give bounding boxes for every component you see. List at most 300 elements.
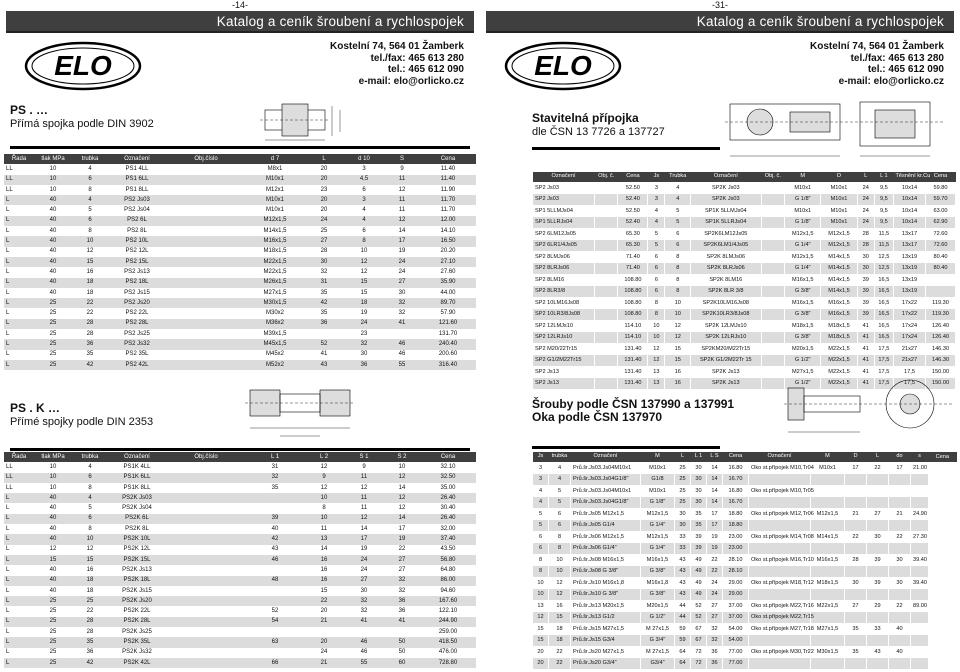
table-cell: 146.30	[926, 355, 956, 367]
table-cell	[749, 497, 811, 509]
table-cell: 20	[320, 165, 328, 172]
table-cell	[166, 319, 246, 329]
table-cell: M10x1	[785, 182, 821, 194]
table-cell: 108.80	[618, 274, 648, 286]
table-cell: 28	[72, 617, 108, 627]
table-cell: Prů.šr.Js15 G3/4	[571, 635, 641, 647]
table-cell: 10	[72, 534, 108, 544]
table-row	[533, 297, 956, 309]
table-cell	[811, 485, 845, 497]
table-cell: 30	[304, 257, 344, 267]
table-cell: 25	[320, 227, 328, 234]
table-row	[4, 627, 476, 637]
table-cell: 40	[34, 216, 72, 226]
table-cell: M14x1,5	[821, 286, 857, 298]
table-cell: 17,5	[874, 378, 893, 390]
table-cell: 11	[344, 473, 384, 483]
table-row	[4, 596, 476, 606]
table-cell: 18	[72, 278, 108, 288]
column-header: L	[857, 172, 874, 182]
table-cell: 32	[384, 298, 420, 308]
table-cell: 14	[360, 525, 368, 532]
table-cell: SP2 Js03	[533, 194, 595, 206]
table-cell: 10x14	[893, 205, 925, 217]
table-row	[533, 646, 957, 658]
table-cell: PS2K 28L	[108, 617, 166, 627]
table-cell: 3	[344, 195, 384, 205]
table-cell: 19	[384, 534, 420, 544]
table-cell: 17	[707, 520, 723, 532]
table-cell: SP2K10LR3/8Js08	[691, 309, 762, 321]
table-cell: M10x1	[821, 205, 857, 217]
table-cell: Prů.šr.Js13 G1/2	[571, 612, 641, 624]
table-cell: M10x1	[246, 175, 304, 185]
table-cell: 6	[72, 216, 108, 226]
table-cell: 17x24	[893, 332, 925, 344]
table-cell	[594, 240, 618, 252]
table-cell: 35	[845, 623, 867, 635]
table-cell	[594, 343, 618, 355]
table-row	[533, 263, 956, 275]
table-cell: G 3/8"	[785, 309, 821, 321]
table-cell: SP2 Js13	[533, 378, 595, 390]
table-cell	[384, 627, 420, 637]
table-cell: 10x14	[893, 194, 925, 206]
straight-union-drawing	[240, 370, 360, 446]
table-cell: 24	[857, 182, 874, 194]
section-rule	[532, 147, 720, 150]
table-cell: 8	[648, 309, 665, 321]
table-cell: SP2 8LRJs06	[533, 263, 595, 275]
table-cell: 33	[867, 623, 889, 635]
table-cell: PS2K 42L	[108, 658, 166, 668]
table-cell	[889, 543, 911, 555]
table-row	[4, 288, 476, 298]
table-cell	[845, 566, 867, 578]
table-cell: 48	[246, 576, 304, 586]
table-cell: 72.60	[926, 228, 956, 240]
table-cell: L	[6, 649, 10, 656]
table-cell	[246, 586, 304, 596]
table-cell	[911, 497, 929, 509]
table-cell: 30	[857, 251, 874, 263]
table-cell: SP2K 12LMJs10	[691, 320, 762, 332]
table-cell	[889, 485, 911, 497]
table-cell: 15	[34, 555, 72, 565]
table-row	[533, 274, 956, 286]
table-cell: 126.40	[926, 320, 956, 332]
adjustable-fitting-drawing	[720, 92, 950, 168]
table-cell: G 1/4"	[641, 543, 675, 555]
table-cell: PS2 Js15	[124, 289, 150, 296]
table-cell: 24	[857, 194, 874, 206]
table-cell	[889, 520, 911, 532]
table-cell: L	[4, 514, 34, 524]
table-row	[533, 217, 956, 229]
table-cell: 17	[344, 534, 384, 544]
table-cell: PS2K 12L	[123, 546, 151, 553]
table-cell: 35	[72, 637, 108, 647]
section-rule	[10, 448, 470, 451]
table-cell: 25	[49, 608, 57, 615]
table-cell: 37.40	[420, 534, 476, 544]
table-cell	[304, 329, 344, 339]
table-cell: 39	[857, 286, 874, 298]
table-cell: 63.00	[926, 205, 956, 217]
table-cell: 27	[344, 576, 384, 586]
table-cell: 40	[34, 514, 72, 524]
table-cell: 25	[34, 339, 72, 349]
table-cell: SP2 M20/22Tr15	[533, 343, 595, 355]
phone-fax: tel./fax: 465 613 280	[370, 52, 464, 64]
table-cell	[594, 274, 618, 286]
address-block	[330, 41, 464, 87]
catalog-banner: Katalog a ceník šroubení a rychlospojek	[6, 11, 474, 33]
table-cell: 18	[72, 576, 108, 586]
table-cell: 32	[398, 587, 406, 594]
table-cell: 15	[320, 587, 328, 594]
table-cell: Oko st.přípojek M12,Tr06	[749, 508, 811, 520]
table-cell: 12	[398, 186, 406, 193]
table-row	[4, 606, 476, 616]
table-cell: 244.90	[420, 617, 476, 627]
table-cell: 40	[889, 623, 911, 635]
table-cell: 49	[691, 566, 707, 578]
table-cell	[166, 658, 246, 668]
table-row	[4, 339, 476, 349]
table-cell: 36	[304, 319, 344, 329]
table-cell: PS2K Js04	[122, 505, 152, 512]
table-cell	[246, 503, 304, 513]
table-cell: L	[6, 207, 10, 214]
table-cell: 28.10	[723, 554, 749, 566]
table-row	[533, 251, 956, 263]
table-cell: PS2K Js03	[108, 493, 166, 503]
table-row	[4, 493, 476, 503]
table-cell: 12	[384, 473, 420, 483]
table-cell	[811, 474, 845, 486]
table-cell: L	[4, 236, 34, 246]
column-header: tlak MPa	[34, 154, 72, 164]
table-cell	[911, 543, 929, 555]
table-row	[533, 520, 957, 532]
table-cell: G 3/8"	[641, 566, 675, 578]
table-cell: 41	[857, 343, 874, 355]
table-cell: M22x1,5	[821, 343, 857, 355]
table-row	[4, 524, 476, 534]
table-cell: 418.50	[420, 637, 476, 647]
table-cell: 27.60	[440, 268, 456, 275]
table-row	[4, 648, 476, 658]
table-cell	[761, 194, 785, 206]
table-row	[4, 350, 476, 360]
table-cell: 35	[320, 289, 328, 296]
table-cell: 6	[72, 514, 108, 524]
table-cell: 28.10	[723, 566, 749, 578]
table-cell: 11.70	[440, 207, 456, 214]
table-cell: 32	[246, 473, 304, 483]
table-cell: 13x19	[893, 274, 925, 286]
table-cell: 20.20	[440, 248, 456, 255]
table-cell: Prů.šr.Js08 G 3/8"	[571, 566, 641, 578]
table-cell	[344, 627, 384, 637]
table-cell: 13	[304, 534, 344, 544]
table-cell: SP2K6LM12Js05	[691, 228, 762, 240]
table-cell: 52	[304, 339, 344, 349]
table-cell: M18x1,5	[811, 577, 845, 589]
table-cell	[845, 474, 867, 486]
table-cell: M12x1,5	[811, 508, 845, 520]
table-cell: PS2K Js25	[122, 628, 152, 635]
table-cell: 4	[72, 195, 108, 205]
table-cell: 54.00	[723, 623, 749, 635]
table-cell: 27	[707, 600, 723, 612]
table-cell: SP2 10LM16Js08	[533, 297, 595, 309]
table-cell: 19	[360, 310, 368, 317]
table-cell: 33	[675, 531, 691, 543]
column-header: s	[911, 452, 929, 462]
column-header: Označení	[571, 452, 641, 462]
column-header: Označení	[749, 452, 811, 462]
table-cell: 22	[867, 462, 889, 474]
table-cell: 59.70	[926, 194, 956, 206]
table-cell: 46	[384, 339, 420, 349]
table-cell: 30	[889, 554, 911, 566]
table-cell	[867, 543, 889, 555]
table-cell: 46	[398, 351, 406, 358]
table-cell: 12	[533, 612, 549, 624]
table-cell: 39	[857, 274, 874, 286]
table-cell: 40	[34, 278, 72, 288]
table-cell	[166, 298, 246, 308]
table-cell: 4	[344, 216, 384, 226]
phone: tel.: 465 612 090	[867, 64, 944, 75]
table-cell	[166, 606, 246, 616]
table-cell: 12	[648, 343, 665, 355]
table-cell: Prů.šr.Js03.Js04M10x1	[571, 485, 641, 497]
table-cell	[749, 635, 811, 647]
table-row	[4, 175, 476, 185]
table-cell: 16	[320, 566, 328, 573]
table-cell	[594, 320, 618, 332]
column-header: Cena	[420, 452, 476, 462]
table-row	[533, 485, 957, 497]
table-cell	[246, 648, 304, 658]
table-cell: 8	[549, 531, 571, 543]
logo-text: ELO	[534, 50, 592, 81]
table-cell: LL	[6, 186, 13, 193]
table-cell: 240.40	[420, 339, 476, 349]
table-cell	[811, 543, 845, 555]
table-cell: 39	[867, 577, 889, 589]
table-cell: SP2 12LMJs10	[533, 320, 595, 332]
table-cell	[761, 332, 785, 344]
table-cell: 41	[857, 332, 874, 344]
table-cell: 29.00	[723, 589, 749, 601]
table-cell: 27	[384, 278, 420, 288]
table-cell: G 3/8"	[785, 286, 821, 298]
table-cell	[166, 586, 246, 596]
table-cell: 43	[675, 554, 691, 566]
table-cell: 150.00	[926, 366, 956, 378]
table-cell: 25	[34, 637, 72, 647]
table-cell: 13	[533, 600, 549, 612]
table-cell: 40	[49, 248, 57, 255]
table-cell	[166, 617, 246, 627]
table-cell: PS2K Js20	[108, 596, 166, 606]
table-cell: 25	[34, 360, 72, 370]
table-cell: 24	[398, 268, 406, 275]
table-cell: 15	[72, 555, 108, 565]
table-cell: SP1 5LLMJs04	[533, 205, 595, 217]
table-cell: 32	[398, 310, 406, 317]
table-cell: 23.00	[723, 531, 749, 543]
table-cell: 35	[845, 646, 867, 658]
table-cell: 66	[246, 658, 304, 668]
table-cell: M45x1,5	[246, 339, 304, 349]
table-cell: 4	[533, 485, 549, 497]
table-cell	[166, 308, 246, 318]
table-cell: SP2 6LR1/4Js05	[533, 240, 595, 252]
table-cell: 10	[49, 484, 57, 491]
table-cell: 6	[549, 520, 571, 532]
table-cell: PS2 15L	[108, 257, 166, 267]
straight-coupling-drawing	[240, 92, 350, 142]
table-cell: M39x1,5	[263, 330, 287, 337]
table-cell: M20x1,5	[641, 600, 675, 612]
table-cell: 10	[665, 297, 691, 309]
table-cell: 14	[707, 474, 723, 486]
table-cell: 43	[867, 646, 889, 658]
table-cell	[889, 612, 911, 624]
table-row	[533, 343, 956, 355]
table-cell: 12	[86, 546, 94, 553]
table-cell	[911, 623, 929, 635]
table-cell: Oko st.přípojek M27,Tr18	[749, 623, 811, 635]
column-header: L S	[707, 452, 723, 462]
table-cell: 14	[398, 227, 406, 234]
table-cell: SP2K G1/2M22Tr 15	[691, 355, 762, 367]
table-cell: 16.70	[723, 474, 749, 486]
table-cell: LL	[6, 463, 13, 470]
table-row	[4, 278, 476, 288]
table-cell: 5	[648, 228, 665, 240]
table-cell: 37.00	[723, 600, 749, 612]
column-header: L 1	[874, 172, 893, 182]
address-block	[810, 41, 944, 87]
column-header: D	[845, 452, 867, 462]
table-cell	[166, 236, 246, 246]
table-cell: L	[4, 319, 34, 329]
table-cell: 5	[88, 505, 92, 512]
table-cell: PS2K Js15	[122, 587, 152, 594]
table-cell: 167.60	[420, 596, 476, 606]
table-cell: 6	[665, 228, 691, 240]
table-cell	[761, 320, 785, 332]
table-cell: 11.90	[440, 186, 456, 193]
table-cell: SP2 6LM12Js05	[533, 228, 595, 240]
table-cell: 25	[72, 596, 108, 606]
table-cell: M16x1,5	[785, 297, 821, 309]
table-cell: SP2 Js03	[533, 182, 595, 194]
table-cell: 12	[344, 514, 384, 524]
table-cell	[166, 329, 246, 339]
table-cell: 46	[360, 649, 368, 656]
table-cell: 30	[398, 289, 406, 296]
table-cell: L	[6, 505, 10, 512]
table-cell: L	[4, 339, 34, 349]
table-row	[533, 612, 957, 624]
table-row	[4, 473, 476, 483]
table-cell: 33	[675, 543, 691, 555]
table-cell: 14.10	[440, 227, 456, 234]
table-cell: Prů.šr.Js03.Js04M10x1	[571, 462, 641, 474]
table-cell: Oko st.přípojek M22,Tr16	[749, 600, 811, 612]
table-cell: 30	[675, 520, 691, 532]
table-cell: 30	[845, 577, 867, 589]
table-cell: 17	[398, 525, 406, 532]
table-cell: M18x1,5	[785, 320, 821, 332]
table-cell: 10	[72, 236, 108, 246]
table-cell: G 1/4"	[641, 520, 675, 532]
table-cell: PS2 12L	[125, 248, 149, 255]
table-cell: 12	[360, 268, 368, 275]
table-cell	[166, 648, 246, 658]
table-cell: 46	[246, 555, 304, 565]
table-cell: M27x1,5	[263, 289, 287, 296]
table-cell: 10	[549, 554, 571, 566]
table-cell: 41	[857, 355, 874, 367]
table-cell: 22	[889, 600, 911, 612]
table-cell: 30	[691, 497, 707, 509]
table-cell: L	[6, 351, 10, 358]
table-cell: M10x1	[821, 217, 857, 229]
address-line: Kostelní 74, 564 01 Žamberk	[330, 41, 464, 52]
table-cell: SP2K 12LRJs10	[691, 332, 762, 344]
table-cell: 40	[889, 646, 911, 658]
table-row	[4, 586, 476, 596]
table-cell	[911, 646, 929, 658]
table-cell: 11	[384, 195, 420, 205]
table-cell	[166, 524, 246, 534]
table-cell: 50	[384, 637, 420, 647]
column-header: trubka	[72, 452, 108, 462]
table-cell: 39	[691, 543, 707, 555]
table-cell	[594, 332, 618, 344]
table-cell: PS2 8L	[127, 227, 147, 234]
table-cell: 19	[707, 531, 723, 543]
table-cell	[594, 366, 618, 378]
table-cell: 41	[344, 617, 384, 627]
table-row	[533, 554, 957, 566]
table-cell: 8	[88, 525, 92, 532]
table-cell: G 1/4"	[785, 263, 821, 275]
table-cell: 3	[533, 474, 549, 486]
table-cell	[926, 274, 956, 286]
table-cell	[166, 339, 246, 349]
table-cell: PS2K 22L	[123, 608, 151, 615]
table-cell: 9,5	[874, 194, 893, 206]
table-cell: M52x2	[246, 360, 304, 370]
table-cell: 16.80	[723, 485, 749, 497]
table-cell: 121.60	[420, 319, 476, 329]
table-cell: 119.30	[926, 309, 956, 321]
table-cell: M22x1,5	[811, 600, 845, 612]
table-cell	[845, 635, 867, 647]
table-cell: 21.00	[911, 462, 929, 474]
table-cell: PS2K 35L	[108, 637, 166, 647]
table-cell: PS2 10L	[108, 236, 166, 246]
